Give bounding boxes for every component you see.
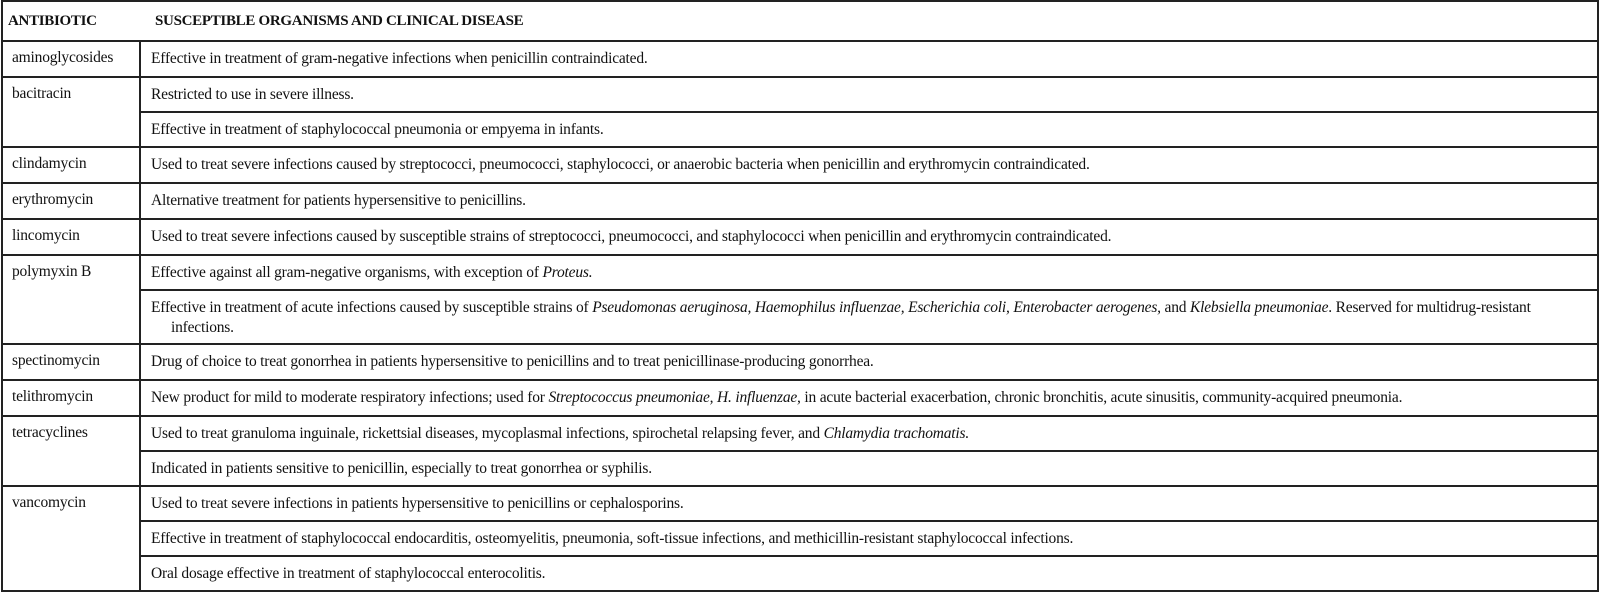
desc-text: Effective against all gram-negative organisms, with exception of (151, 264, 543, 281)
description-cell: Used to treat severe infections caused by streptococci, pneumococci, staphylococci, or anaerobic bacteria when penicillin and erythromycin contraindicated. (140, 147, 1598, 183)
description-cell: Oral dosage effective in treatment of staphylococcal enterocolitis. (140, 556, 1598, 591)
column-header-antibiotic: ANTIBIOTIC (8, 12, 97, 29)
table-header-row (2, 1, 1598, 41)
table-row (2, 521, 1598, 556)
organism-name: Streptococcus pneumoniae, H. influenzae, (548, 389, 801, 406)
drug-cell: aminoglycosides (2, 41, 140, 77)
description-cell: Alternative treatment for patients hypersensitive to penicillins. (140, 183, 1598, 219)
table-row (2, 380, 1598, 416)
desc-text: and (1160, 299, 1190, 316)
organism-name: Proteus. (542, 264, 593, 281)
desc-text: . Reserved for multidrug-resistant infections. (171, 299, 1531, 336)
description-cell: Restricted to use in severe illness. (140, 77, 1598, 112)
table-row (2, 344, 1598, 380)
table-row (2, 41, 1598, 77)
drug-cell: vancomycin (2, 486, 140, 591)
table-row (2, 219, 1598, 255)
table-row (2, 255, 1598, 290)
description-cell (140, 416, 1598, 451)
drug-cell: erythromycin (2, 183, 140, 219)
description-cell: Effective in treatment of gram-negative infections when penicillin contraindicated. (140, 41, 1598, 77)
table-row (2, 77, 1598, 112)
drug-cell: tetracyclines (2, 416, 140, 486)
antibiotic-table (1, 0, 1599, 592)
drug-cell: telithromycin (2, 380, 140, 416)
table-row (2, 147, 1598, 183)
description-cell: Effective in treatment of staphylococcal endocarditis, osteomyelitis, pneumonia, soft-tissue infections, and methicillin-resistant staphylococcal infections. (140, 521, 1598, 556)
organism-name: Chlamydia trachomatis. (823, 425, 970, 442)
table-row (2, 486, 1598, 521)
header-cell (2, 1, 1598, 41)
description-cell (140, 255, 1598, 290)
table-row (2, 183, 1598, 219)
drug-cell: polymyxin B (2, 255, 140, 344)
table-row (2, 112, 1598, 147)
table-row (2, 290, 1598, 344)
description-cell: Effective in treatment of staphylococcal pneumonia or empyema in infants. (140, 112, 1598, 147)
desc-text: Effective in treatment of acute infections caused by susceptible strains of (151, 299, 593, 316)
description-cell: Used to treat severe infections in patients hypersensitive to penicillins or cephalosporins. (140, 486, 1598, 521)
description-cell: Indicated in patients sensitive to penicillin, especially to treat gonorrhea or syphilis. (140, 451, 1598, 486)
table-row (2, 556, 1598, 591)
drug-cell: lincomycin (2, 219, 140, 255)
drug-cell: clindamycin (2, 147, 140, 183)
drug-cell: bacitracin (2, 77, 140, 147)
table-row (2, 416, 1598, 451)
desc-text: in acute bacterial exacerbation, chronic bronchitis, acute sinusitis, community-acquired pneumonia. (800, 389, 1403, 406)
organism-name: Klebsiella pneumoniae (1190, 299, 1329, 316)
drug-cell: spectinomycin (2, 344, 140, 380)
description-cell: Used to treat severe infections caused by susceptible strains of streptococci, pneumococci, and staphylococci when penicillin and erythromycin contraindicated. (140, 219, 1598, 255)
desc-text: New product for mild to moderate respiratory infections; used for (151, 389, 549, 406)
desc-text: Used to treat granuloma inguinale, rickettsial diseases, mycoplasmal infections, spirochetal relapsing fever, and (151, 425, 824, 442)
organism-name: Pseudomonas aeruginosa, Haemophilus influenzae, Escherichia coli, Enterobacter aerogenes, (592, 299, 1161, 316)
description-cell: Drug of choice to treat gonorrhea in patients hypersensitive to penicillins and to treat penicillinase-producing gonorrhea. (140, 344, 1598, 380)
table-row (2, 451, 1598, 486)
description-cell (140, 290, 1598, 344)
column-header-organisms: SUSCEPTIBLE ORGANISMS AND CLINICAL DISEASE (155, 12, 524, 29)
description-cell (140, 380, 1598, 416)
